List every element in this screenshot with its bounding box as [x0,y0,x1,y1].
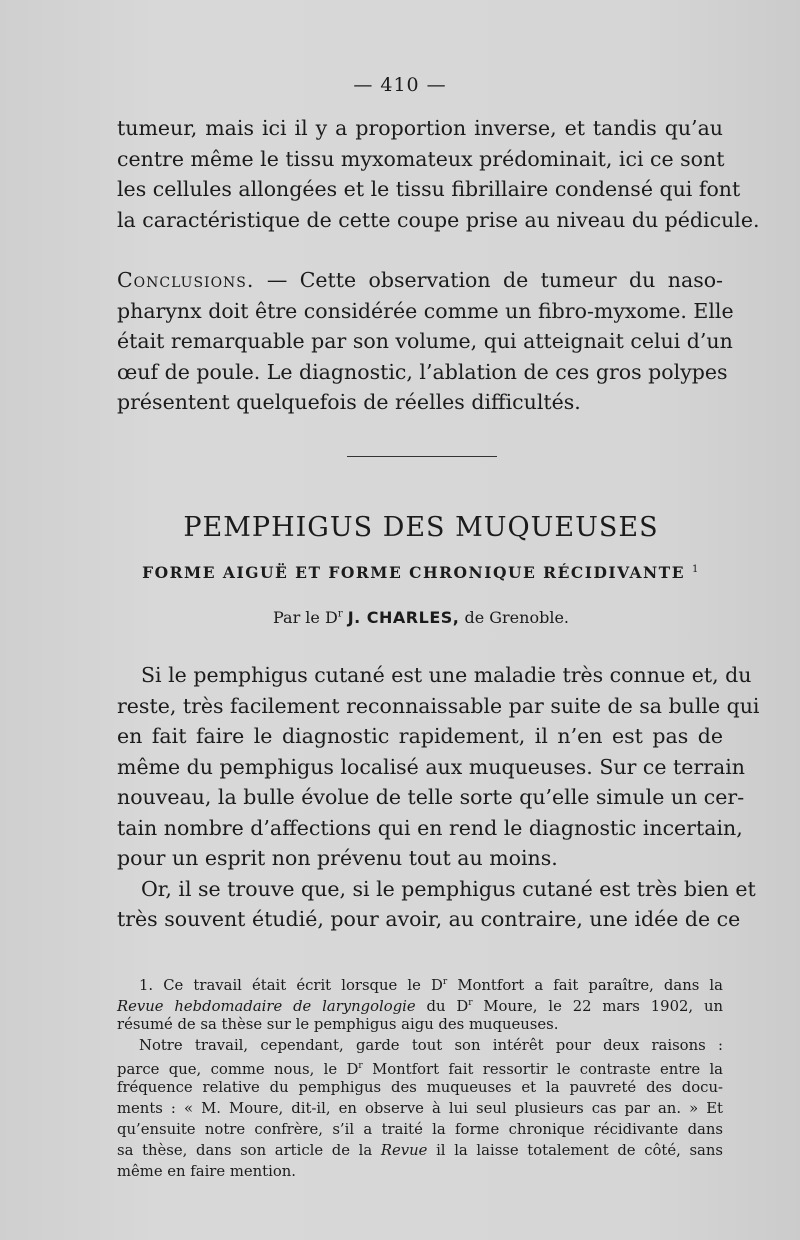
footnote-line: Notre travail, cependant, garde tout son intérêt pour deux raisons : [139,1037,723,1054]
article-byline: Par le $D^r$ J. CHARLES, de Grenoble. [272,608,569,627]
footnote-line: qu’ensuite notre confrère, s’il a traité la forme chronique récidivante dans [117,1121,723,1138]
text-line: Or, il se trouve que, si le pemphigus cutané est très bien et [141,876,756,901]
footnote-line: Revue hebdomadaire de laryngologie du $D^r$ Moure, le 22 mars 1902, un [117,997,724,1015]
conclusions-paragraph [117,265,734,418]
text-line: la caractéristique de cette coupe prise au niveau du pédicule. [117,207,760,232]
conclusions-label: Conclusions. [117,268,255,292]
article-title: PEMPHIGUS DES MUQUEUSES [183,512,659,543]
text-line: en fait faire le diagnostic rapidement, il n’en est pas de [117,724,723,748]
page-number: — 410 — [353,74,447,96]
text-line: reste, très facilement reconnaissable par suite de sa bulle qui [117,693,760,718]
text-line: pour un esprit non prévenu tout au moins. [117,846,558,870]
footnote-line: fréquence relative du pemphigus des muqueuses et la pauvreté des docu- [117,1079,723,1096]
footnote-line: 1. Ce travail était écrit lorsque le $D^r$ Montfort a fait paraître, dans la [139,976,723,994]
text-line: tain nombre d’affections qui en rend le diagnostic incertain, [117,815,743,840]
footnote [117,972,723,1182]
text-line: nouveau, la bulle évolue de telle sorte qu’elle simule un cer- [117,785,745,809]
footnote-line: ments : « M. Moure, dit-il, en observe à lui seul plusieurs cas par an. » Et [117,1100,723,1117]
text-line: Conclusions. — Cette observation de tumeur du naso- [117,268,723,292]
footnote-line: même en faire mention. [117,1163,296,1180]
body-paragraphs [117,660,760,935]
text-line: centre même le tissu myxomateux prédominait, ici ce sont [117,146,725,171]
footnote-marker: 1 [691,563,700,575]
text-line: les cellules allongées et le tissu fibrillaire condensé qui font [117,177,741,201]
text-line: tumeur, mais ici il y a proportion inverse, et tandis qu’au [117,116,723,140]
footnote-line: sa thèse, dans son article de la Revue il la laisse totalement de côté, sans [117,1142,723,1159]
text-line: Si le pemphigus cutané est une maladie très connue et, du [141,663,752,687]
text-line: œuf de poule. Le diagnostic, l’ablation de ces gros polypes [117,359,728,384]
section-divider [347,456,497,457]
footnote-line: résumé de sa thèse sur le pemphigus aigu des muqueuses. [117,1016,559,1033]
footnote-line: parce que, comme nous, le $D^r$ Montfort fait ressortir le contraste entre la [117,1060,724,1078]
text-line: très souvent étudié, pour avoir, au contraire, une idée de ce [117,907,741,931]
text-line: même du pemphigus localisé aux muqueuses. Sur ce terrain [117,754,745,779]
text-line: était remarquable par son volume, qui atteignait celui d’un [117,329,733,353]
intro-paragraph [117,113,760,235]
text-line: présentent quelquefois de réelles difficultés. [117,390,581,414]
article-subtitle: FORME AIGUË ET FORME CHRONIQUE RÉCIDIVANTE $^1$ [142,563,700,582]
text-line: pharynx doit être considérée comme un fibro-myxome. Elle [117,298,734,323]
author-name: J. CHARLES, [347,608,460,627]
